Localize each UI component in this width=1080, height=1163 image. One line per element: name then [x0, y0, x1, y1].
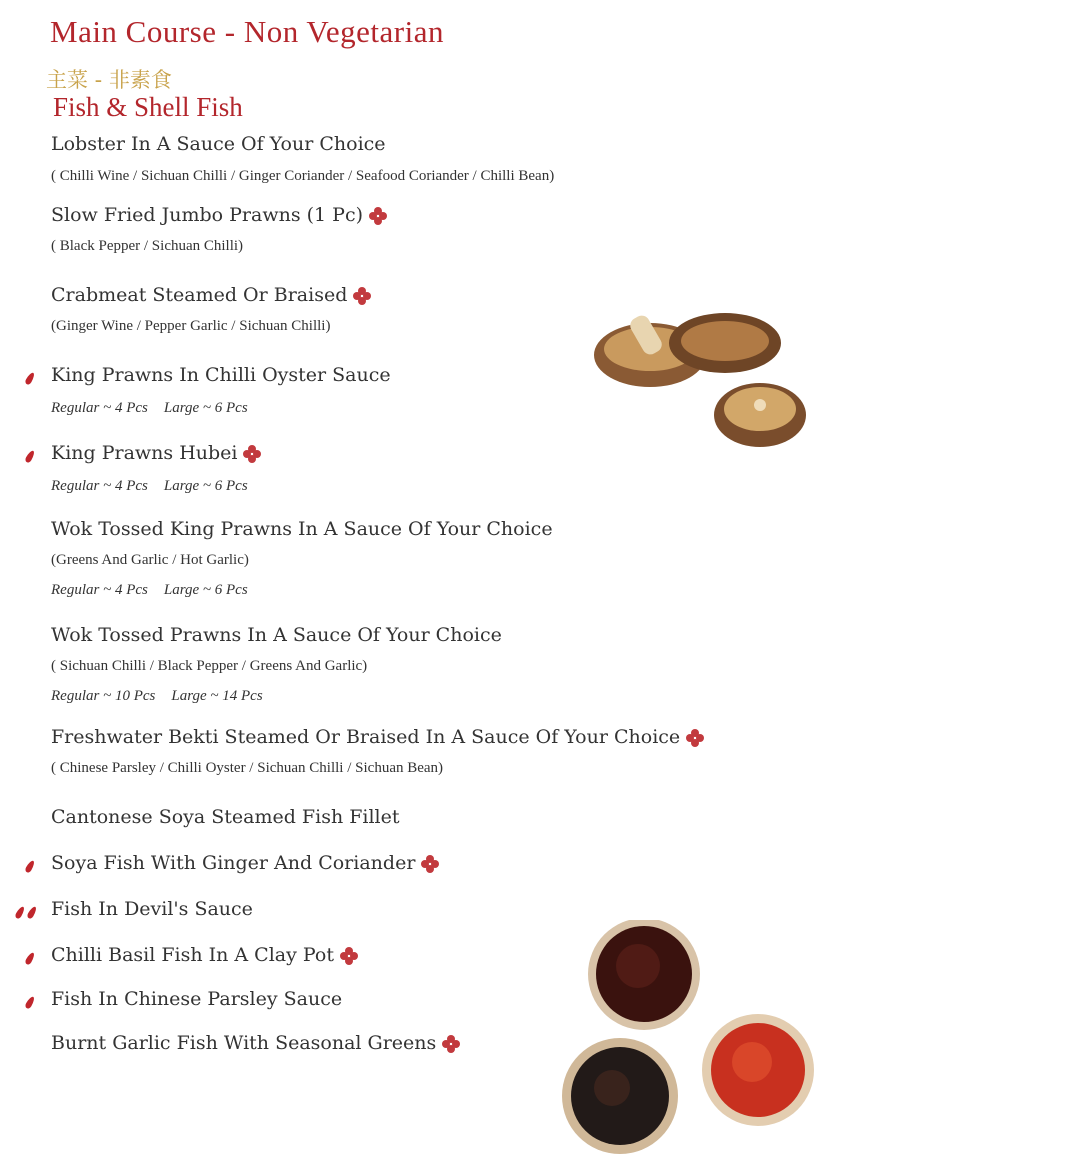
- options-jumbo-prawns: ( Black Pepper / Sichuan Chilli): [51, 238, 244, 254]
- flower-icon: [421, 855, 439, 873]
- flower-icon: [340, 947, 358, 965]
- sizes-wok-king-prawns: Regular ~ 4 Pcs Large ~ 6 Pcs: [51, 582, 248, 598]
- flower-icon: [686, 729, 704, 747]
- sizes-king-prawns-oyster: Regular ~ 4 Pcs Large ~ 6 Pcs: [51, 400, 248, 416]
- menu-item-jumbo-prawns: Slow Fried Jumbo Prawns (1 Pc): [51, 204, 387, 226]
- flower-icon: [369, 207, 387, 225]
- chili-icon: [24, 856, 36, 876]
- chili-icon: [24, 368, 36, 388]
- flower-icon: [243, 445, 261, 463]
- sauce-bowls-image: [556, 920, 826, 1156]
- menu-item-parsley-fish: Fish In Chinese Parsley Sauce: [51, 988, 343, 1010]
- menu-item-soya-fish: Soya Fish With Ginger And Coriander: [51, 852, 439, 874]
- page-title: Main Course - Non Vegetarian: [50, 14, 444, 49]
- menu-item-crabmeat: Crabmeat Steamed Or Braised: [51, 284, 371, 306]
- menu-item-bekti: Freshwater Bekti Steamed Or Braised In A Sauce Of Your Choice: [51, 726, 704, 748]
- options-crabmeat: (Ginger Wine / Pepper Garlic / Sichuan Chilli): [51, 318, 331, 334]
- menu-item-king-prawns-hubei: King Prawns Hubei: [51, 442, 261, 464]
- menu-item-wok-king-prawns: Wok Tossed King Prawns In A Sauce Of Your Choice: [51, 518, 553, 540]
- menu-item-devils-fish: Fish In Devil's Sauce: [51, 898, 253, 920]
- menu-item-wok-prawns: Wok Tossed Prawns In A Sauce Of Your Choice: [51, 624, 502, 646]
- menu-item-burnt-garlic-fish: Burnt Garlic Fish With Seasonal Greens: [51, 1032, 460, 1054]
- chinese-title: 主菜 - 非素食: [46, 68, 172, 92]
- mushroom-image: [590, 305, 820, 455]
- chili-icon: [24, 446, 36, 466]
- chili-icon: [24, 948, 36, 968]
- options-lobster: ( Chilli Wine / Sichuan Chilli / Ginger Coriander / Seafood Coriander / Chilli Bean): [51, 168, 555, 184]
- sizes-king-prawns-hubei: Regular ~ 4 Pcs Large ~ 6 Pcs: [51, 478, 248, 494]
- options-wok-prawns: ( Sichuan Chilli / Black Pepper / Greens And Garlic): [51, 658, 368, 674]
- options-bekti: ( Chinese Parsley / Chilli Oyster / Sichuan Chilli / Sichuan Bean): [51, 760, 444, 776]
- section-title: Fish & Shell Fish: [53, 92, 243, 122]
- chili-icon: [14, 902, 38, 922]
- menu-item-king-prawns-oyster: King Prawns In Chilli Oyster Sauce: [51, 364, 391, 386]
- options-wok-king-prawns: (Greens And Garlic / Hot Garlic): [51, 552, 249, 568]
- menu-item-lobster: Lobster In A Sauce Of Your Choice: [51, 133, 386, 155]
- menu-item-clay-pot-fish: Chilli Basil Fish In A Clay Pot: [51, 944, 358, 966]
- flower-icon: [442, 1035, 460, 1053]
- chili-icon: [24, 992, 36, 1012]
- menu-item-cantonese-fish: Cantonese Soya Steamed Fish Fillet: [51, 806, 400, 828]
- sizes-wok-prawns: Regular ~ 10 Pcs Large ~ 14 Pcs: [51, 688, 263, 704]
- flower-icon: [353, 287, 371, 305]
